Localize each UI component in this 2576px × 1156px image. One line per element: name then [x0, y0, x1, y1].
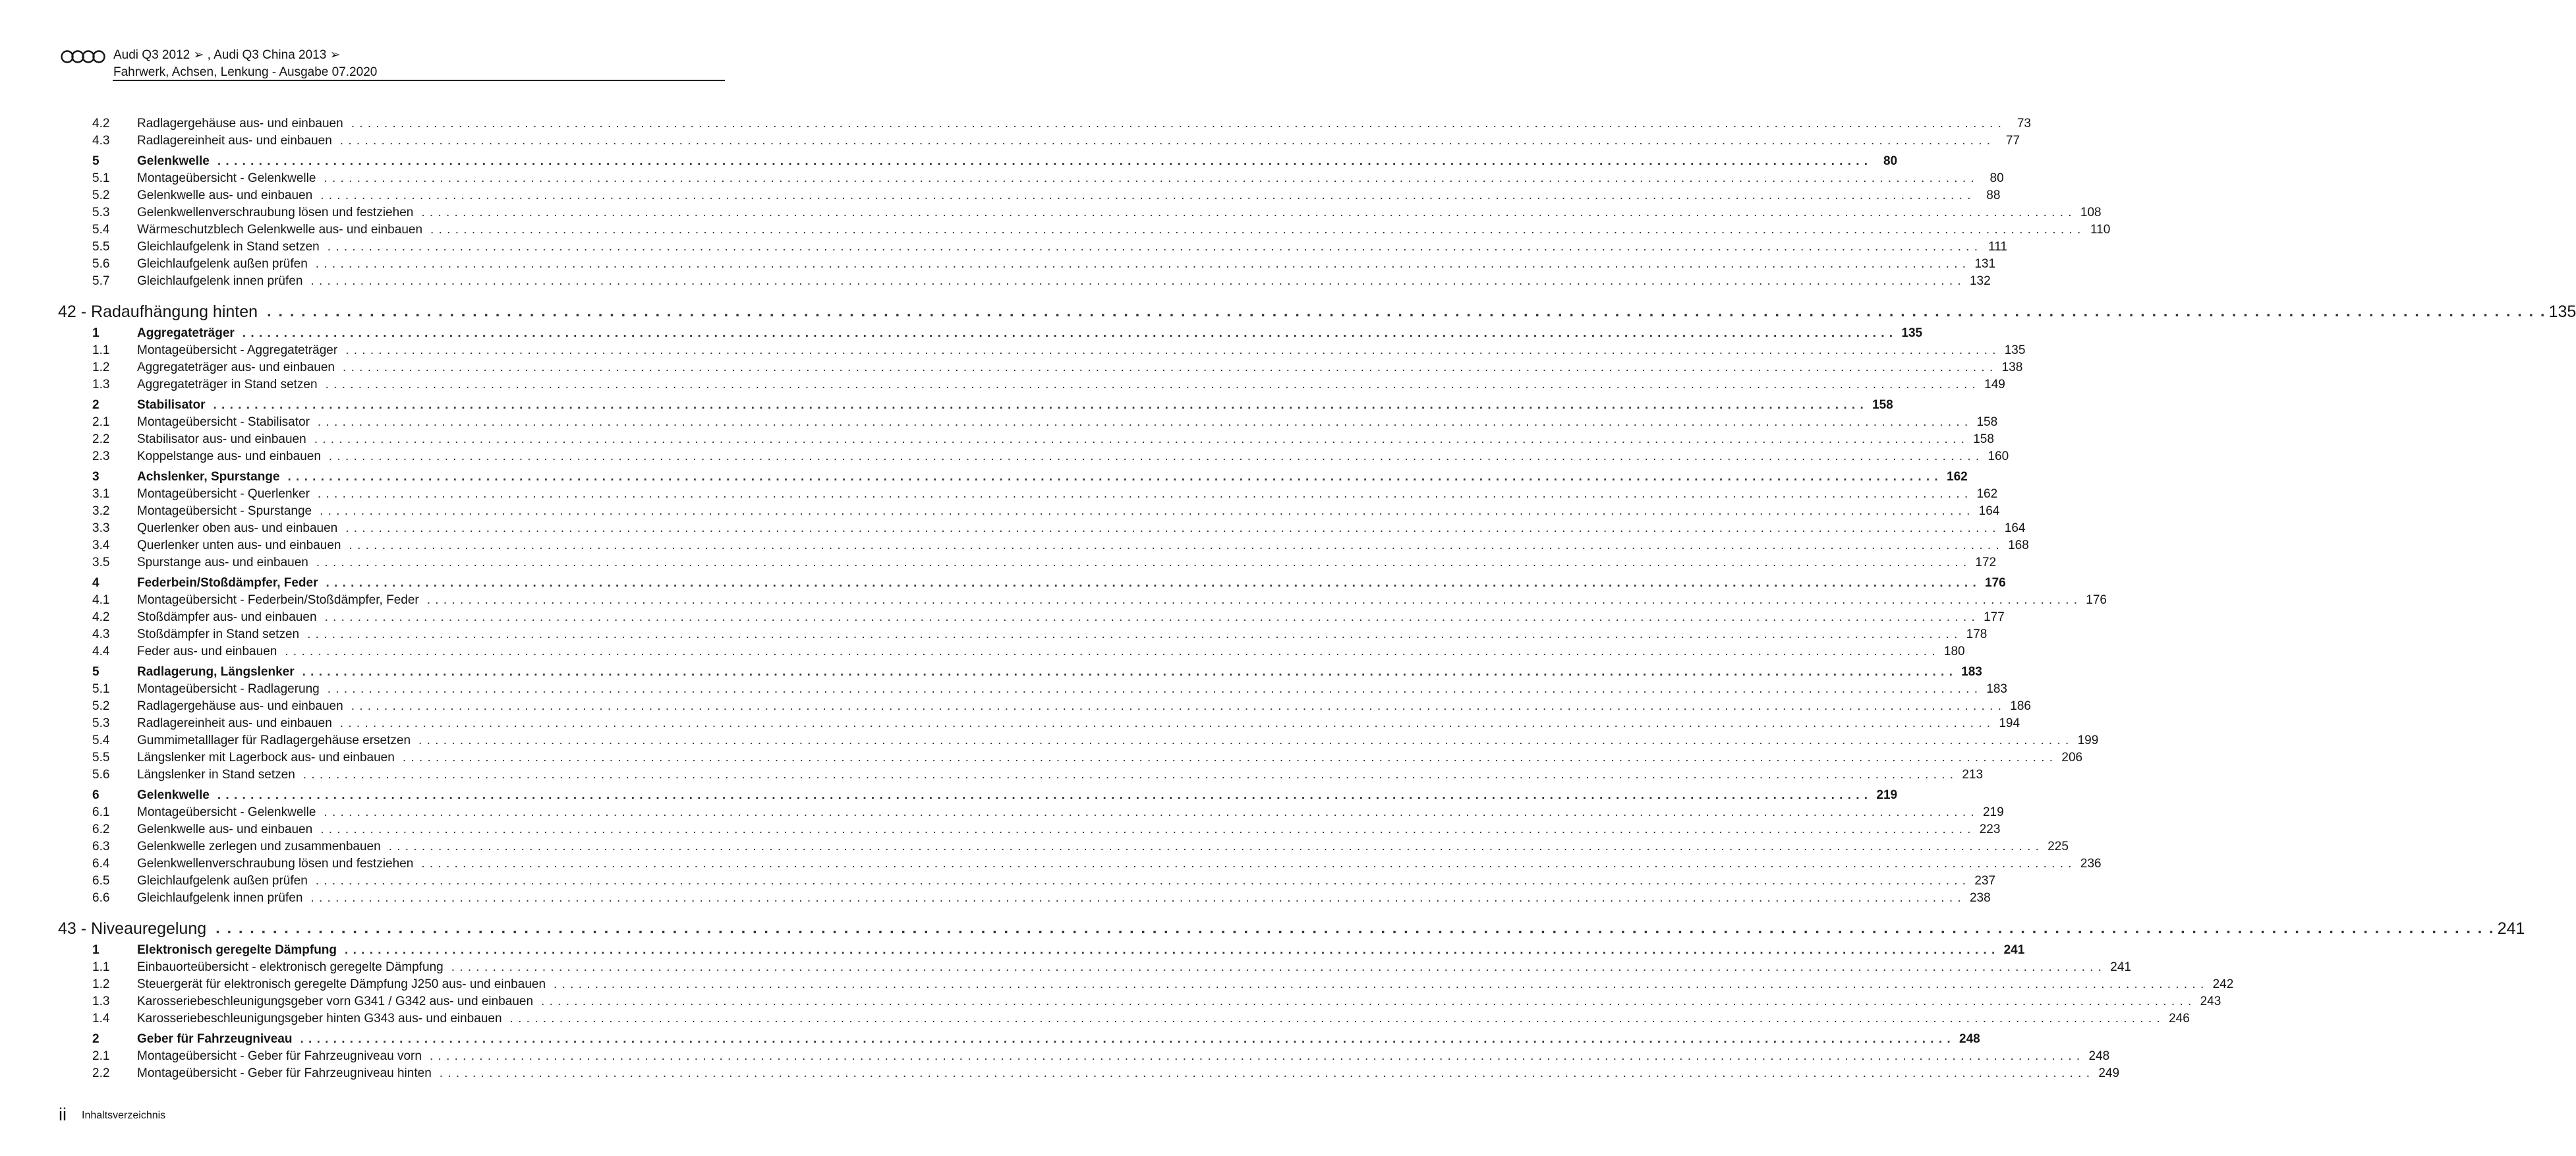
toc-entry-page: 199 [2077, 734, 2099, 747]
toc-entry[interactable] [92, 431, 1994, 448]
toc-entry-title: Montageübersicht - Stabilisator [137, 415, 310, 429]
toc-entry-title: Spurstange aus- und einbauen [137, 556, 308, 569]
toc-leader-dots: . . . . . . . . . . . . . . . . . . . . . . . . . . . . . . . . . . . . . . . . . . . . . . . . . . . . . . . . . . . . . . . . . . . . . . . . . . . . . . . . . . . . . . . . . . . . . . . . . . . . . . . . . . . . . . . . . . . . . . . . . . . . . . . . . . . . . . . . . . . . . . . . . . . . . . . . . . . . . . . . . . . . . . . . . . . . . . . . . . . . . . . . . . . . . . . . . . . . . . . . [217, 788, 1869, 802]
toc-leader-dots: . . . . . . . . . . . . . . . . . . . . . . . . . . . . . . . . . . . . . . . . . . . . . . . . . . . . . . . . . . . . . . . . . . . . . . . . . . . . . . . . . . . . . . . . . . . . . . . . . . . . . . . . . . . . . . . . . . . . . . . . . . . . . . . . . . . . . . . . . . . . . . . . . . . . . . . . . . . . . . . . . . . . . . . . . . . . . . . . . . . . . . . . . . . . . . . . . . . . . . . . [315, 257, 1967, 271]
toc-leader-dots: . . . . . . . . . . . . . . . . . . . . . . . . . . . . . . . . . . . . . . . . . . . . . . . . . . . . . . . . . . . . . . . . . . . . . . . . . . . . . . . . . . . . . . . . . . . . . . . . . . . . . . . . . . . . . . . . . . . . . . . . . . . . . . . . . . . . . . . . . . . . . . . . . . . . . . . . . . . . . . . . . . . . . . . . . . . . . . . . . . . . . . . . . . . . . . . . . . . . . . . . [426, 593, 2078, 607]
toc-entry[interactable] [92, 1065, 2120, 1082]
toc-entry[interactable] [92, 890, 1991, 907]
toc-entry[interactable] [92, 766, 1984, 784]
toc-section[interactable] [92, 469, 1968, 486]
toc-entry[interactable] [92, 414, 1998, 431]
toc-entry-title: Querlenker unten aus- und einbauen [137, 538, 341, 552]
toc-entry[interactable] [92, 132, 2020, 150]
toc-leader-dots: . . . . . . . . . . . . . . . . . . . . . . . . . . . . . . . . . . . . . . . . . . . . . . . . . . . . . . . . . . . . . . . . . . . . . . . . . . . . . . . . . . . . . . . . . . . . . . . . . . . . . . . . . . . . . . . . . . . . . . . . . . . . . . . . . . . . . . . . . . . . . . . . . . . . . . . . . . . . . . . . . . . . . . . . . . . . . . . . . . . . . . . . . . . . . . . . . . . . . . . . [388, 840, 2040, 853]
toc-entry-page: 225 [2047, 840, 2069, 853]
toc-leader-dots: . . . . . . . . . . . . . . . . . . . . . . . . . . . . . . . . . . . . . . . . . . . . . . . . . . . . . . . . . . . . . . . . . . . . . . . . . . . . . . . . . . . . . . . . . . . . . . . . . . . . . . . . . . . . . . . . . . . . . . . . . . . . . . . . . . . . . . . . . . . . . . . . . . . . . . . . . . . . . . . . . . . . . . . . . . . . . . . . . . . . . . . . . . . . . . . . . . . . . . . . [421, 206, 2073, 219]
toc-leader-dots: . . . . . . . . . . . . . . . . . . . . . . . . . . . . . . . . . . . . . . . . . . . . . . . . . . . . . . . . . . . . . . . . . . . . . . . . . . . . . . . . . . . . . . . . . . . . . . . . . . . . . . . . . . . . . . . . . . . . . . . . . . . . . . . . . . . . . . . . . . . . . . . . . . . . . . . . . . . . . . . . . . . . . . . . . . . . . . . . . . . . . . . . . . . . . . . . . . . . . . . . [541, 995, 2192, 1008]
toc-leader-dots: . . . . . . . . . . . . . . . . . . . . . . . . . . . . . . . . . . . . . . . . . . . . . . . . . . . . . . . . . . . . . . . . . . . . . . . . . . . . . . . . . . . . . . . . . . . . . . . . . . . . . . . . . . . . . . . . . . . . . . . . . . . . . . . . . . . . . . . . . . . . . . . . . . . . . . . . . . . . . . . . . . . . . . . . . . . . . . . . . . . . . . . . . . . . . . . . . . . . . . . . [439, 1066, 2091, 1080]
toc-entry-title: Gelenkwellenverschraubung lösen und festziehen [137, 857, 414, 871]
toc-entry-page: 242 [2212, 977, 2234, 991]
toc-leader-dots: . . . . . . . . . . . . . . . . . . . . . . . . . . . . . . . . . . . . . . . . . . . . . . . . . . . . . . . . . . . . . . . . . . . . . . . . . . . . . . . . . . . . . . . . . . . . . . . . . . . . . . . . . . . . . . . . . . . . . . . . . . . . . . . . . . . . . . . . . . . . . . . . . . . . . . . . . . . . . . . . . . . . . . . . . . . . . . . . . . . . . . . . . . . . . . . . . . . . . . . . [217, 154, 1869, 168]
toc-entry-number: 1.3 [92, 995, 110, 1008]
toc-chapter-page: 135 [2548, 302, 2576, 321]
toc-leader-dots: . . . . . . . . . . . . . . . . . . . . . . . . . . . . . . . . . . . . . . . . . . . . . . . . . . . . . . . . . . . . . . . . . . . . . . . . . . . . . . . . . . . . . . . . . . . . . . . . . . . . . . . . . . . . . . . . . . . . . . . . . . . . . . . . . . . . . . . . . . . . . . . . . . . . . . . . . . . . . . . . . . . . . . . . . . . . . . . . . . . . . . . . . . . . . . . . . . . . . . . . [320, 504, 1971, 518]
toc-leader-dots: . . . . . . . . . . . . . . . . . . . . . . . . . . . . . . . . . . . . . . . . . . . . . . . . . . . . . . . . . . . . . . . . . . . . . . . . . . . . . . . . . . . . . . . . . . . . . . . . . . . . . . . . . . . . . . . . . . . . . . . . . . . . . . . . . . . . . . . . . . . . . . . . . . . . . . . . . . . . . . . . . . . . . . . . . . . . . . . . . . . . . . . . . . . . . . . . . . . . . . . . [324, 610, 1976, 624]
toc-entry-title: Stoßdämpfer aus- und einbauen [137, 610, 317, 624]
toc-entry-number: 5.3 [92, 206, 110, 219]
toc-section-page: 248 [1959, 1032, 1980, 1046]
toc-entry[interactable] [92, 554, 1997, 571]
toc-leader-dots: . . . . . . . . . . . . . . . . . . . . . . . . . . . . . . . . . . . . . . . . . . . . . . . . . . . . . . . . . . . . . . . . . . . . . . . . . . . . . . . . . . . . . . . . . . . . . . . . . . . . . . . . . . . . . . . . . . . . . . . . . . . . . . . . . . . . . . . . . . . . . . . . . . . . . . . . . . . . . . . . . . . . . . . . . . . . . . . . . . . . . . . . . . . . . . . . . . . . . . . . [345, 343, 1997, 357]
toc-entry-title: Gleichlaufgelenk außen prüfen [137, 257, 308, 271]
toc-entry-page: 223 [1979, 823, 2001, 836]
toc-entry-page: 149 [1984, 378, 2005, 391]
toc-leader-dots: . . . . . . . . . . . . . . . . . . . . . . . . . . . . . . . . . . . . . . . . . . . . . . . . . . . . . . . . . . . . . . . . . . . . . . . . . . . . . . . . . . . . . . . . . . . . . . . . . . . . . . . . . . . . . . . . . . . . . . . . . . . . . . . . . . . . . . . . . . . . . . . . . . . . . . . . . . . . . . . . . . . . . . . . . . . . . . . . . . . . . . . . . . . . . . . . . . . . . . . . [421, 857, 2073, 871]
toc-entry-number: 3.4 [92, 538, 110, 552]
toc-section[interactable] [92, 664, 1982, 681]
page-number: ii [59, 1105, 67, 1124]
toc-leader-dots: . . . . . . . . . . . . . . . . . . . . . . . . . . . . . . . . . . . . . . . . . . . . . . . . . . . . . . . . . . . . . . . . . . . . . . . . . . . . . . . . . . . . . . . . . . . . . . . . . . . . . . . . . . . . . . . . . . . . . . . . . . . . . . . . . . . . . . . . . . . . . . . . . . . . . . . . . . . . . . . . . . . . . . . . . . . . . . . . . . . . . . . . . . . . . . . . . . . . . . . . [213, 398, 1864, 412]
toc-entry-number: 6.1 [92, 805, 110, 819]
toc-leader-dots: . . . . . . . . . . . . . . . . . . . . . . . . . . . . . . . . . . . . . . . . . . . . . . . . . . . . . . . . . . . . . . . . . . . . . . . . . . . . . . . . . . . . . . . . . . . . . . . . . . . . . . . . . . . . . . . . . . . . . . . . . . . . . . . . . . . . . . . . . . . . . . . . . . . . . . . . . . . . . . . . . . . . . . . . . . . . . . . . . . . . . . . . . . . . . . . . . . . . . . . . [215, 919, 2495, 937]
toc-entry-title: Stabilisator aus- und einbauen [137, 432, 306, 446]
toc-entry-number: 2.1 [92, 415, 110, 429]
toc-entry-number: 5.1 [92, 171, 110, 185]
toc-section-page: 135 [1901, 326, 1923, 340]
toc-entry-page: 186 [2010, 699, 2031, 713]
toc-entry-page: 236 [2080, 857, 2102, 871]
toc-entry[interactable] [92, 1010, 2190, 1027]
toc-leader-dots: . . . . . . . . . . . . . . . . . . . . . . . . . . . . . . . . . . . . . . . . . . . . . . . . . . . . . . . . . . . . . . . . . . . . . . . . . . . . . . . . . . . . . . . . . . . . . . . . . . . . . . . . . . . . . . . . . . . . . . . . . . . . . . . . . . . . . . . . . . . . . . . . . . . . . . . . . . . . . . . . . . . . . . . . . . . . . . . . . . . . . . . . . . . . . . . . . . . . . . . . [326, 576, 1977, 590]
toc-leader-dots: . . . . . . . . . . . . . . . . . . . . . . . . . . . . . . . . . . . . . . . . . . . . . . . . . . . . . . . . . . . . . . . . . . . . . . . . . . . . . . . . . . . . . . . . . . . . . . . . . . . . . . . . . . . . . . . . . . . . . . . . . . . . . . . . . . . . . . . . . . . . . . . . . . . . . . . . . . . . . . . . . . . . . . . . . . . . . . . . . . . . . . . . . . . . . . . . . . . . . . . . [345, 521, 1997, 535]
toc-entry[interactable] [92, 520, 2026, 537]
toc-section-page: 176 [1985, 576, 2006, 590]
toc-entry-number: 6.5 [92, 874, 110, 888]
toc-section[interactable] [92, 575, 2006, 592]
toc-entry-page: 160 [1988, 449, 2009, 463]
toc-section-title: Achslenker, Spurstange [137, 470, 280, 484]
toc-entry-page: 176 [2086, 593, 2107, 607]
toc-entry-page: 249 [2098, 1066, 2120, 1080]
toc-entry-title: Montageübersicht - Geber für Fahrzeugniveau vorn [137, 1049, 422, 1063]
toc-entry[interactable] [92, 342, 2026, 359]
toc-entry-title: Radlagergehäuse aus- und einbauen [137, 117, 343, 130]
toc-entry[interactable] [92, 838, 2069, 855]
toc-section[interactable] [92, 397, 1893, 414]
toc-entry-number: 4.2 [92, 610, 110, 624]
toc-entry-title: Gleichlaufgelenk in Stand setzen [137, 240, 320, 254]
toc-entry-title: Gleichlaufgelenk außen prüfen [137, 874, 308, 888]
toc-entry-title: Montageübersicht - Federbein/Stoßdämpfer, Feder [137, 593, 419, 607]
toc-leader-dots: . . . . . . . . . . . . . . . . . . . . . . . . . . . . . . . . . . . . . . . . . . . . . . . . . . . . . . . . . . . . . . . . . . . . . . . . . . . . . . . . . . . . . . . . . . . . . . . . . . . . . . . . . . . . . . . . . . . . . . . . . . . . . . . . . . . . . . . . . . . . . . . . . . . . . . . . . . . . . . . . . . . . . . . . . . . . . . . . . . . . . . . . . . . . . . . . . . . . . . . . [310, 891, 1962, 905]
toc-leader-dots: . . . . . . . . . . . . . . . . . . . . . . . . . . . . . . . . . . . . . . . . . . . . . . . . . . . . . . . . . . . . . . . . . . . . . . . . . . . . . . . . . . . . . . . . . . . . . . . . . . . . . . . . . . . . . . . . . . . . . . . . . . . . . . . . . . . . . . . . . . . . . . . . . . . . . . . . . . . . . . . . . . . . . . . . . . . . . . . . . . . . . . . . . . . . . . . . . . . . . . . . [285, 645, 1936, 658]
toc-entry-number: 4.4 [92, 645, 110, 658]
toc-entry-page: 162 [1976, 487, 1998, 501]
toc-entry-title: Koppelstange aus- und einbauen [137, 449, 321, 463]
toc-entry[interactable] [92, 804, 2004, 821]
toc-entry-title: Gummimetalllager für Radlagergehäuse ersetzen [137, 734, 411, 747]
toc-entry-page: 108 [2080, 206, 2102, 219]
toc-entry-number: 5.5 [92, 240, 110, 254]
toc-leader-dots: . . . . . . . . . . . . . . . . . . . . . . . . . . . . . . . . . . . . . . . . . . . . . . . . . . . . . . . . . . . . . . . . . . . . . . . . . . . . . . . . . . . . . . . . . . . . . . . . . . . . . . . . . . . . . . . . . . . . . . . . . . . . . . . . . . . . . . . . . . . . . . . . . . . . . . . . . . . . . . . . . . . . . . . . . . . . . . . . . . . . . . . . . . . . . . . . . . . . . . . . [320, 823, 1972, 836]
toc-entry-number: 6.4 [92, 857, 110, 871]
toc-entry-page: 248 [2088, 1049, 2110, 1063]
toc-entry-page: 73 [2017, 117, 2031, 130]
toc-entry-number: 1.4 [92, 1012, 110, 1026]
toc-entry-number: 5.2 [92, 699, 110, 713]
toc-section-number: 5 [92, 665, 100, 679]
toc-entry[interactable] [92, 273, 1991, 290]
toc-entry-page: 177 [1984, 610, 2005, 624]
toc-section-title: Aggregateträger [137, 326, 235, 340]
header-subtitle: Fahrwerk, Achsen, Lenkung - Ausgabe 07.2020 [113, 65, 378, 79]
toc-entry-title: Gelenkwellenverschraubung lösen und festziehen [137, 206, 414, 219]
toc-leader-dots: . . . . . . . . . . . . . . . . . . . . . . . . . . . . . . . . . . . . . . . . . . . . . . . . . . . . . . . . . . . . . . . . . . . . . . . . . . . . . . . . . . . . . . . . . . . . . . . . . . . . . . . . . . . . . . . . . . . . . . . . . . . . . . . . . . . . . . . . . . . . . . . . . . . . . . . . . . . . . . . . . . . . . . . . . . . . . . . . . . . . . . . . . . . . . . . . . . . . . . . . [429, 1049, 2081, 1063]
toc-entry-page: 80 [1989, 171, 2004, 185]
toc-leader-dots: . . . . . . . . . . . . . . . . . . . . . . . . . . . . . . . . . . . . . . . . . . . . . . . . . . . . . . . . . . . . . . . . . . . . . . . . . . . . . . . . . . . . . . . . . . . . . . . . . . . . . . . . . . . . . . . . . . . . . . . . . . . . . . . . . . . . . . . . . . . . . . . . . . . . . . . . . . . . . . . . . . . . . . . . . . . . . . . . . . . . . . . . . . . . . . . . . . . . . . . . [349, 538, 2000, 552]
toc-entry[interactable] [92, 115, 2031, 132]
toc-entry-number: 4.2 [92, 117, 110, 130]
toc-chapter-title: 42 - Radaufhängung hinten [58, 302, 258, 321]
toc-entry-number: 5.7 [92, 274, 110, 288]
toc-entry[interactable] [92, 626, 1988, 643]
toc-entry[interactable] [92, 643, 1965, 660]
toc-entry-title: Montageübersicht - Querlenker [137, 487, 310, 501]
toc-leader-dots: . . . . . . . . . . . . . . . . . . . . . . . . . . . . . . . . . . . . . . . . . . . . . . . . . . . . . . . . . . . . . . . . . . . . . . . . . . . . . . . . . . . . . . . . . . . . . . . . . . . . . . . . . . . . . . . . . . . . . . . . . . . . . . . . . . . . . . . . . . . . . . . . . . . . . . . . . . . . . . . . . . . . . . . . . . . . . . . . . . . . . . . . . . . . . . . . . . . . . . . . [317, 415, 1969, 429]
toc-entry-title: Einbauorteübersicht - elektronisch geregelte Dämpfung [137, 960, 444, 974]
toc-entry-number: 2.2 [92, 432, 110, 446]
toc-section[interactable] [92, 325, 1923, 342]
toc-entry-title: Steuergerät für elektronisch geregelte Dämpfung J250 aus- und einbauen [137, 977, 546, 991]
toc-entry[interactable] [92, 239, 2007, 256]
toc-section-number: 5 [92, 154, 100, 168]
toc-entry-title: Gelenkwelle aus- und einbauen [137, 188, 313, 202]
toc-chapter-title: 43 - Niveauregelung [58, 919, 207, 938]
toc-entry-number: 5.5 [92, 751, 110, 765]
toc-leader-dots: . . . . . . . . . . . . . . . . . . . . . . . . . . . . . . . . . . . . . . . . . . . . . . . . . . . . . . . . . . . . . . . . . . . . . . . . . . . . . . . . . . . . . . . . . . . . . . . . . . . . . . . . . . . . . . . . . . . . . . . . . . . . . . . . . . . . . . . . . . . . . . . . . . . . . . . . . . . . . . . . . . . . . . . . . . . . . . . . . . . . . . . . . . . . . . . . . . . . . . . . [320, 188, 1972, 202]
toc-entry-title: Feder aus- und einbauen [137, 645, 277, 658]
toc-leader-dots: . . . . . . . . . . . . . . . . . . . . . . . . . . . . . . . . . . . . . . . . . . . . . . . . . . . . . . . . . . . . . . . . . . . . . . . . . . . . . . . . . . . . . . . . . . . . . . . . . . . . . . . . . . . . . . . . . . . . . . . . . . . . . . . . . . . . . . . . . . . . . . . . . . . . . . . . . . . . . . . . . . . . . . . . . . . . . . . . . . . . . . . . . . . . . . . . . . . . . . . . [351, 699, 2002, 713]
toc-leader-dots: . . . . . . . . . . . . . . . . . . . . . . . . . . . . . . . . . . . . . . . . . . . . . . . . . . . . . . . . . . . . . . . . . . . . . . . . . . . . . . . . . . . . . . . . . . . . . . . . . . . . . . . . . . . . . . . . . . . . . . . . . . . . . . . . . . . . . . . . . . . . . . . . . . . . . . . . . . . . . . . . . . . . . . . . . . . . . . . . . . . . . . . . . . . . . . . . . . . . . . . . [300, 1032, 1951, 1046]
toc-leader-dots: . . . . . . . . . . . . . . . . . . . . . . . . . . . . . . . . . . . . . . . . . . . . . . . . . . . . . . . . . . . . . . . . . . . . . . . . . . . . . . . . . . . . . . . . . . . . . . . . . . . . . . . . . . . . . . . . . . . . . . . . . . . . . . . . . . . . . . . . . . . . . . . . . . . . . . . . . . . . . . . . . . . . . . . . . . . . . . . . . . . . . . . . . . . . . . . . . . . . . . . . [302, 665, 1953, 679]
toc-entry-title: Aggregateträger in Stand setzen [137, 378, 318, 391]
toc-leader-dots: . . . . . . . . . . . . . . . . . . . . . . . . . . . . . . . . . . . . . . . . . . . . . . . . . . . . . . . . . . . . . . . . . . . . . . . . . . . . . . . . . . . . . . . . . . . . . . . . . . . . . . . . . . . . . . . . . . . . . . . . . . . . . . . . . . . . . . . . . . . . . . . . . . . . . . . . . . . . . . . . . . . . . . . . . . . . . . . . . . . . . . . . . . . . . . . . . . . . . . . . [302, 768, 1955, 782]
toc-section-number: 6 [92, 788, 100, 802]
toc-entry[interactable] [92, 609, 2005, 626]
toc-entry-number: 1.3 [92, 378, 110, 391]
toc-leader-dots: . . . . . . . . . . . . . . . . . . . . . . . . . . . . . . . . . . . . . . . . . . . . . . . . . . . . . . . . . . . . . . . . . . . . . . . . . . . . . . . . . . . . . . . . . . . . . . . . . . . . . . . . . . . . . . . . . . . . . . . . . . . . . . . . . . . . . . . . . . . . . . . . . . . . . . . . . . . . . . . . . . . . . . . . . . . . . . . . . . . . . . . . . . . . . . . . . . . . . . . . [554, 977, 2205, 991]
toc-entry-number: 2.1 [92, 1049, 110, 1063]
toc-section-number: 2 [92, 1032, 100, 1046]
toc-entry-number: 1.1 [92, 960, 110, 974]
toc-section-title: Federbein/Stoßdämpfer, Feder [137, 576, 318, 590]
toc-entry-page: 246 [2169, 1012, 2190, 1026]
toc-section-title: Stabilisator [137, 398, 206, 412]
toc-entry-title: Aggregateträger aus- und einbauen [137, 361, 335, 374]
toc-entry-number: 6.3 [92, 840, 110, 853]
toc-leader-dots: . . . . . . . . . . . . . . . . . . . . . . . . . . . . . . . . . . . . . . . . . . . . . . . . . . . . . . . . . . . . . . . . . . . . . . . . . . . . . . . . . . . . . . . . . . . . . . . . . . . . . . . . . . . . . . . . . . . . . . . . . . . . . . . . . . . . . . . . . . . . . . . . . . . . . . . . . . . . . . . . . . . . . . . . . . . . . . . . . . . . . . . . . . . . . . . . . . . . . . . . [509, 1012, 2161, 1026]
toc-entry[interactable] [92, 187, 2001, 204]
toc-leader-dots: . . . . . . . . . . . . . . . . . . . . . . . . . . . . . . . . . . . . . . . . . . . . . . . . . . . . . . . . . . . . . . . . . . . . . . . . . . . . . . . . . . . . . . . . . . . . . . . . . . . . . . . . . . . . . . . . . . . . . . . . . . . . . . . . . . . . . . . . . . . . . . . . . . . . . . . . . . . . . . . . . . . . . . . . . . . . . . . . . . . . . . . . . . . . . . . . . . . . . . . . [307, 627, 1959, 641]
toc-entry-title: Montageübersicht - Geber für Fahrzeugniveau hinten [137, 1066, 432, 1080]
toc-section-number: 3 [92, 470, 100, 484]
toc-entry-title: Montageübersicht - Gelenkwelle [137, 171, 316, 185]
toc-section[interactable] [92, 1031, 1980, 1048]
toc-section-page: 80 [1883, 154, 1898, 168]
toc-section-page: 183 [1961, 665, 1982, 679]
toc-entry-title: Wärmeschutzblech Gelenkwelle aus- und einbauen [137, 223, 423, 237]
toc-chapter[interactable] [58, 918, 2525, 939]
toc-entry[interactable] [92, 959, 2131, 976]
toc-entry-page: 158 [1976, 415, 1998, 429]
toc-entry-page: 168 [2008, 538, 2029, 552]
toc-section-title: Elektronisch geregelte Dämpfung [137, 943, 337, 957]
toc-entry[interactable] [92, 486, 1998, 503]
toc-entry-number: 3.3 [92, 521, 110, 535]
toc-entry-title: Montageübersicht - Radlagerung [137, 682, 320, 696]
toc-entry-page: 213 [1962, 768, 1984, 782]
toc-entry[interactable] [92, 204, 2102, 221]
toc-entry-number: 5.1 [92, 682, 110, 696]
toc-entry[interactable] [92, 359, 2023, 376]
toc-section-title: Gelenkwelle [137, 154, 210, 168]
toc-entry-title: Querlenker oben aus- und einbauen [137, 521, 338, 535]
toc-entry-title: Längslenker in Stand setzen [137, 768, 295, 782]
toc-section[interactable] [92, 153, 1898, 170]
toc-section[interactable] [92, 942, 2025, 959]
toc-leader-dots: . . . . . . . . . . . . . . . . . . . . . . . . . . . . . . . . . . . . . . . . . . . . . . . . . . . . . . . . . . . . . . . . . . . . . . . . . . . . . . . . . . . . . . . . . . . . . . . . . . . . . . . . . . . . . . . . . . . . . . . . . . . . . . . . . . . . . . . . . . . . . . . . . . . . . . . . . . . . . . . . . . . . . . . . . . . . . . . . . . . . . . . . . . . . . . . . . . . . . . . . [314, 432, 1965, 446]
toc-leader-dots: . . . . . . . . . . . . . . . . . . . . . . . . . . . . . . . . . . . . . . . . . . . . . . . . . . . . . . . . . . . . . . . . . . . . . . . . . . . . . . . . . . . . . . . . . . . . . . . . . . . . . . . . . . . . . . . . . . . . . . . . . . . . . . . . . . . . . . . . . . . . . . . . . . . . . . . . . . . . . . . . . . . . . . . . . . . . . . . . . . . . . . . . . . . . . . . . . . . . . . . . [351, 117, 2002, 130]
toc-leader-dots: . . . . . . . . . . . . . . . . . . . . . . . . . . . . . . . . . . . . . . . . . . . . . . . . . . . . . . . . . . . . . . . . . . . . . . . . . . . . . . . . . . . . . . . . . . . . . . . . . . . . . . . . . . . . . . . . . . . . . . . . . . . . . . . . . . . . . . . . . . . . . . . . . . . . . . . . . . . . . . . . . . . . . . . . . . . . . . . . . . . . . . . . . . . . . . . . . . . . . . . . [324, 171, 1975, 185]
toc-entry-number: 1.2 [92, 977, 110, 991]
toc-entry-page: 237 [1974, 874, 1996, 888]
toc-entry-title: Montageübersicht - Aggregateträger [137, 343, 338, 357]
toc-entry-title: Radlagergehäuse aus- und einbauen [137, 699, 343, 713]
toc-entry-page: 132 [1969, 274, 1991, 288]
toc-entry-page: 194 [1999, 716, 2020, 730]
toc-entry-title: Gelenkwelle zerlegen und zusammenbauen [137, 840, 381, 853]
toc-section-page: 158 [1872, 398, 1893, 412]
toc-section-number: 1 [92, 326, 100, 340]
toc-entry-title: Gleichlaufgelenk innen prüfen [137, 891, 303, 905]
toc-chapter-page: 241 [2497, 919, 2525, 938]
toc-entry[interactable] [92, 821, 2001, 838]
toc-entry-page: 180 [1943, 645, 1965, 658]
toc-entry-number: 1.1 [92, 343, 110, 357]
toc-leader-dots: . . . . . . . . . . . . . . . . . . . . . . . . . . . . . . . . . . . . . . . . . . . . . . . . . . . . . . . . . . . . . . . . . . . . . . . . . . . . . . . . . . . . . . . . . . . . . . . . . . . . . . . . . . . . . . . . . . . . . . . . . . . . . . . . . . . . . . . . . . . . . . . . . . . . . . . . . . . . . . . . . . . . . . . . . . . . . . . . . . . . . . . . . . . . . . . . . . . . . . . . [316, 556, 1968, 569]
toc-entry[interactable] [92, 1048, 2110, 1065]
toc-entry-page: 138 [2001, 361, 2023, 374]
toc-entry-number: 6.6 [92, 891, 110, 905]
toc-section-number: 1 [92, 943, 100, 957]
toc-leader-dots: . . . . . . . . . . . . . . . . . . . . . . . . . . . . . . . . . . . . . . . . . . . . . . . . . . . . . . . . . . . . . . . . . . . . . . . . . . . . . . . . . . . . . . . . . . . . . . . . . . . . . . . . . . . . . . . . . . . . . . . . . . . . . . . . . . . . . . . . . . . . . . . . . . . . . . . . . . . . . . . . . . . . . . . . . . . . . . . . . . . . . . . . . . . . . . . . . . . . . . . . [327, 682, 1978, 696]
toc-entry-page: 164 [1978, 504, 2000, 518]
toc-entry-title: Längslenker mit Lagerbock aus- und einbauen [137, 751, 395, 765]
toc-entry[interactable] [92, 976, 2234, 993]
toc-entry-page: 243 [2200, 995, 2221, 1008]
toc-entry-page: 131 [1974, 257, 1996, 271]
toc-section-number: 4 [92, 576, 100, 590]
toc-entry-number: 6.2 [92, 823, 110, 836]
toc-entry[interactable] [92, 993, 2221, 1010]
toc-section-page: 219 [1876, 788, 1898, 802]
toc-entry-page: 110 [2090, 223, 2111, 237]
toc-leader-dots: . . . . . . . . . . . . . . . . . . . . . . . . . . . . . . . . . . . . . . . . . . . . . . . . . . . . . . . . . . . . . . . . . . . . . . . . . . . . . . . . . . . . . . . . . . . . . . . . . . . . . . . . . . . . . . . . . . . . . . . . . . . . . . . . . . . . . . . . . . . . . . . . . . . . . . . . . . . . . . . . . . . . . . . . . . . . . . . . . . . . . . . . . . . . . . . . . . . . . . . . [418, 734, 2070, 747]
toc-entry-title: Karosseriebeschleunigungsgeber vorn G341 / G342 aus- und einbauen [137, 995, 534, 1008]
toc-entry[interactable] [92, 698, 2031, 715]
toc-entry-number: 4.1 [92, 593, 110, 607]
toc-entry-page: 88 [1986, 188, 2001, 202]
toc-entry-title: Montageübersicht - Spurstange [137, 504, 312, 518]
toc-entry-title: Radlagereinheit aus- und einbauen [137, 716, 332, 730]
toc-entry-number: 5.4 [92, 734, 110, 747]
toc-entry-number: 3.5 [92, 556, 110, 569]
toc-entry[interactable] [92, 873, 1996, 890]
toc-entry[interactable] [92, 256, 1996, 273]
toc-entry-number: 5.2 [92, 188, 110, 202]
toc-section-title: Geber für Fahrzeugniveau [137, 1032, 293, 1046]
toc-entry-page: 238 [1969, 891, 1991, 905]
toc-leader-dots: . . . . . . . . . . . . . . . . . . . . . . . . . . . . . . . . . . . . . . . . . . . . . . . . . . . . . . . . . . . . . . . . . . . . . . . . . . . . . . . . . . . . . . . . . . . . . . . . . . . . . . . . . . . . . . . . . . . . . . . . . . . . . . . . . . . . . . . . . . . . . . . . . . . . . . . . . . . . . . . . . . . . . . . . . . . . . . . . . . . . . . . . . . . . . . . . . . . . . . . . [324, 805, 1975, 819]
toc-entry[interactable] [92, 448, 2009, 465]
toc-leader-dots: . . . . . . . . . . . . . . . . . . . . . . . . . . . . . . . . . . . . . . . . . . . . . . . . . . . . . . . . . . . . . . . . . . . . . . . . . . . . . . . . . . . . . . . . . . . . . . . . . . . . . . . . . . . . . . . . . . . . . . . . . . . . . . . . . . . . . . . . . . . . . . . . . . . . . . . . . . . . . . . . . . . . . . . . . . . . . . . . . . . . . . . . . . . . . . . . . . . . . . . . [327, 240, 1978, 254]
toc-entry[interactable] [92, 732, 2099, 749]
toc-entry-page: 158 [1973, 432, 1994, 446]
toc-leader-dots: . . . . . . . . . . . . . . . . . . . . . . . . . . . . . . . . . . . . . . . . . . . . . . . . . . . . . . . . . . . . . . . . . . . . . . . . . . . . . . . . . . . . . . . . . . . . . . . . . . . . . . . . . . . . . . . . . . . . . . . . . . . . . . . . . . . . . . . . . . . . . . . . . . . . . . . . . . . . . . . . . . . . . . . . . . . . . . . . . . . . . . . . . . . . . . . . . . . . . . . . [287, 470, 1939, 484]
toc-section-title: Gelenkwelle [137, 788, 210, 802]
toc-leader-dots: . . . . . . . . . . . . . . . . . . . . . . . . . . . . . . . . . . . . . . . . . . . . . . . . . . . . . . . . . . . . . . . . . . . . . . . . . . . . . . . . . . . . . . . . . . . . . . . . . . . . . . . . . . . . . . . . . . . . . . . . . . . . . . . . . . . . . . . . . . . . . . . . . . . . . . . . . . . . . . . . . . . . . . . . . . . . . . . . . . . . . . . . . . . . . . . . . . . . . . . . [328, 449, 1980, 463]
toc-entry-number: 5.3 [92, 716, 110, 730]
toc-entry[interactable] [92, 592, 2107, 609]
toc-entry-number: 2.3 [92, 449, 110, 463]
footer-label: Inhaltsverzeichnis [82, 1110, 166, 1121]
toc-entry-title: Stoßdämpfer in Stand setzen [137, 627, 300, 641]
toc-leader-dots: . . . . . . . . . . . . . . . . . . . . . . . . . . . . . . . . . . . . . . . . . . . . . . . . . . . . . . . . . . . . . . . . . . . . . . . . . . . . . . . . . . . . . . . . . . . . . . . . . . . . . . . . . . . . . . . . . . . . . . . . . . . . . . . . . . . . . . . . . . . . . . . . . . . . . . . . . . . . . . . . . . . . . . . . . . . . . . . . . . . . . . . . . . . . . . . . . . . . . . . . [343, 361, 1994, 374]
toc-section-title: Radlagerung, Längslenker [137, 665, 295, 679]
toc-entry-number: 5.6 [92, 257, 110, 271]
toc-entry-page: 178 [1966, 627, 1988, 641]
toc-entry-number: 2.2 [92, 1066, 110, 1080]
toc-entry-title: Gleichlaufgelenk innen prüfen [137, 274, 303, 288]
toc-leader-dots: . . . . . . . . . . . . . . . . . . . . . . . . . . . . . . . . . . . . . . . . . . . . . . . . . . . . . . . . . . . . . . . . . . . . . . . . . . . . . . . . . . . . . . . . . . . . . . . . . . . . . . . . . . . . . . . . . . . . . . . . . . . . . . . . . . . . . . . . . . . . . . . . . . . . . . . . . . . . . . . . . . . . . . . . . . . . . . . . . . . . . . . . . . . . . . . . . . . . . . . . [242, 326, 1894, 340]
toc-leader-dots: . . . . . . . . . . . . . . . . . . . . . . . . . . . . . . . . . . . . . . . . . . . . . . . . . . . . . . . . . . . . . . . . . . . . . . . . . . . . . . . . . . . . . . . . . . . . . . . . . . . . . . . . . . . . . . . . . . . . . . . . . . . . . . . . . . . . . . . . . . . . . . . . . . . . . . . . . . . . . . . . . . . . . . . . . . . . . . . . . . . . . . . . . . . . . . . . . . . . . . . . [430, 223, 2082, 237]
toc-leader-dots: . . . . . . . . . . . . . . . . . . . . . . . . . . . . . . . . . . . . . . . . . . . . . . . . . . . . . . . . . . . . . . . . . . . . . . . . . . . . . . . . . . . . . . . . . . . . . . . . . . . . . . . . . . . . . . . . . . . . . . . . . . . . . . . . . . . . . . . . . . . . . . . . . . . . . . . . . . . . . . . . . . . . . . . . . . . . . . . . . . . . . . . . . . . . . . . . . . . . . . . . [317, 487, 1969, 501]
toc-entry[interactable] [92, 170, 2004, 187]
toc-leader-dots: . . . . . . . . . . . . . . . . . . . . . . . . . . . . . . . . . . . . . . . . . . . . . . . . . . . . . . . . . . . . . . . . . . . . . . . . . . . . . . . . . . . . . . . . . . . . . . . . . . . . . . . . . . . . . . . . . . . . . . . . . . . . . . . . . . . . . . . . . . . . . . . . . . . . . . . . . . . . . . . . . . . . . . . . . . . . . . . . . . . . . . . . . . . . . . . . . . . . . . . . [402, 751, 2054, 765]
toc-section-page: 162 [1947, 470, 1968, 484]
toc-entry-title: Karosseriebeschleunigungsgeber hinten G343 aus- und einbauen [137, 1012, 502, 1026]
toc-leader-dots: . . . . . . . . . . . . . . . . . . . . . . . . . . . . . . . . . . . . . . . . . . . . . . . . . . . . . . . . . . . . . . . . . . . . . . . . . . . . . . . . . . . . . . . . . . . . . . . . . . . . . . . . . . . . . . . . . . . . . . . . . . . . . . . . . . . . . . . . . . . . . . . . . . . . . . . . . . . . . . . . . . . . . . . . . . . . . . . . . . . . . . . . . . . . . . . . . . . . . . . . [267, 303, 2546, 320]
toc-entry[interactable] [92, 855, 2102, 873]
toc-entry-page: 241 [2110, 960, 2131, 974]
toc-entry-number: 3.2 [92, 504, 110, 518]
toc-entry[interactable] [92, 537, 2029, 554]
toc-entry-title: Gelenkwelle aus- und einbauen [137, 823, 313, 836]
toc-leader-dots: . . . . . . . . . . . . . . . . . . . . . . . . . . . . . . . . . . . . . . . . . . . . . . . . . . . . . . . . . . . . . . . . . . . . . . . . . . . . . . . . . . . . . . . . . . . . . . . . . . . . . . . . . . . . . . . . . . . . . . . . . . . . . . . . . . . . . . . . . . . . . . . . . . . . . . . . . . . . . . . . . . . . . . . . . . . . . . . . . . . . . . . . . . . . . . . . . . . . . . . . [310, 274, 1962, 288]
toc-entry-number: 3.1 [92, 487, 110, 501]
toc-section-number: 2 [92, 398, 100, 412]
toc-entry-number: 4.3 [92, 627, 110, 641]
toc-entry-number: 5.6 [92, 768, 110, 782]
toc-entry-number: 4.3 [92, 134, 110, 148]
toc-entry-page: 164 [2004, 521, 2026, 535]
toc-leader-dots: . . . . . . . . . . . . . . . . . . . . . . . . . . . . . . . . . . . . . . . . . . . . . . . . . . . . . . . . . . . . . . . . . . . . . . . . . . . . . . . . . . . . . . . . . . . . . . . . . . . . . . . . . . . . . . . . . . . . . . . . . . . . . . . . . . . . . . . . . . . . . . . . . . . . . . . . . . . . . . . . . . . . . . . . . . . . . . . . . . . . . . . . . . . . . . . . . . . . . . . . [339, 134, 1991, 148]
toc-leader-dots: . . . . . . . . . . . . . . . . . . . . . . . . . . . . . . . . . . . . . . . . . . . . . . . . . . . . . . . . . . . . . . . . . . . . . . . . . . . . . . . . . . . . . . . . . . . . . . . . . . . . . . . . . . . . . . . . . . . . . . . . . . . . . . . . . . . . . . . . . . . . . . . . . . . . . . . . . . . . . . . . . . . . . . . . . . . . . . . . . . . . . . . . . . . . . . . . . . . . . . . . [325, 378, 1976, 391]
toc-entry-page: 206 [2061, 751, 2083, 765]
toc-entry-page: 111 [1988, 240, 2007, 254]
toc-entry-page: 219 [1982, 805, 2004, 819]
toc-leader-dots: . . . . . . . . . . . . . . . . . . . . . . . . . . . . . . . . . . . . . . . . . . . . . . . . . . . . . . . . . . . . . . . . . . . . . . . . . . . . . . . . . . . . . . . . . . . . . . . . . . . . . . . . . . . . . . . . . . . . . . . . . . . . . . . . . . . . . . . . . . . . . . . . . . . . . . . . . . . . . . . . . . . . . . . . . . . . . . . . . . . . . . . . . . . . . . . . . . . . . . . . [339, 716, 1991, 730]
toc-entry[interactable] [92, 749, 2083, 766]
toc-entry[interactable] [92, 681, 2007, 698]
toc-entry[interactable] [92, 376, 2005, 393]
toc-section-page: 241 [2003, 943, 2025, 957]
toc-entry-page: 77 [2005, 134, 2020, 148]
toc-leader-dots: . . . . . . . . . . . . . . . . . . . . . . . . . . . . . . . . . . . . . . . . . . . . . . . . . . . . . . . . . . . . . . . . . . . . . . . . . . . . . . . . . . . . . . . . . . . . . . . . . . . . . . . . . . . . . . . . . . . . . . . . . . . . . . . . . . . . . . . . . . . . . . . . . . . . . . . . . . . . . . . . . . . . . . . . . . . . . . . . . . . . . . . . . . . . . . . . . . . . . . . . [345, 943, 1996, 957]
toc-entry[interactable] [92, 221, 2111, 239]
toc-entry-page: 183 [1986, 682, 2007, 696]
toc-chapter[interactable] [58, 301, 2576, 322]
toc-entry-page: 172 [1975, 556, 1997, 569]
toc-section[interactable] [92, 787, 1898, 804]
toc-entry[interactable] [92, 503, 2000, 520]
toc-entry-number: 1.2 [92, 361, 110, 374]
toc-leader-dots: . . . . . . . . . . . . . . . . . . . . . . . . . . . . . . . . . . . . . . . . . . . . . . . . . . . . . . . . . . . . . . . . . . . . . . . . . . . . . . . . . . . . . . . . . . . . . . . . . . . . . . . . . . . . . . . . . . . . . . . . . . . . . . . . . . . . . . . . . . . . . . . . . . . . . . . . . . . . . . . . . . . . . . . . . . . . . . . . . . . . . . . . . . . . . . . . . . . . . . . . [451, 960, 2102, 974]
header-title: Audi Q3 2012 ➢ , Audi Q3 China 2013 ➢ [113, 48, 341, 62]
toc-leader-dots: . . . . . . . . . . . . . . . . . . . . . . . . . . . . . . . . . . . . . . . . . . . . . . . . . . . . . . . . . . . . . . . . . . . . . . . . . . . . . . . . . . . . . . . . . . . . . . . . . . . . . . . . . . . . . . . . . . . . . . . . . . . . . . . . . . . . . . . . . . . . . . . . . . . . . . . . . . . . . . . . . . . . . . . . . . . . . . . . . . . . . . . . . . . . . . . . . . . . . . . . [315, 874, 1967, 888]
toc-entry-title: Montageübersicht - Gelenkwelle [137, 805, 316, 819]
toc-entry-title: Radlagereinheit aus- und einbauen [137, 134, 332, 148]
toc-entry-page: 135 [2004, 343, 2026, 357]
toc-entry[interactable] [92, 715, 2020, 732]
toc-entry-number: 5.4 [92, 223, 110, 237]
